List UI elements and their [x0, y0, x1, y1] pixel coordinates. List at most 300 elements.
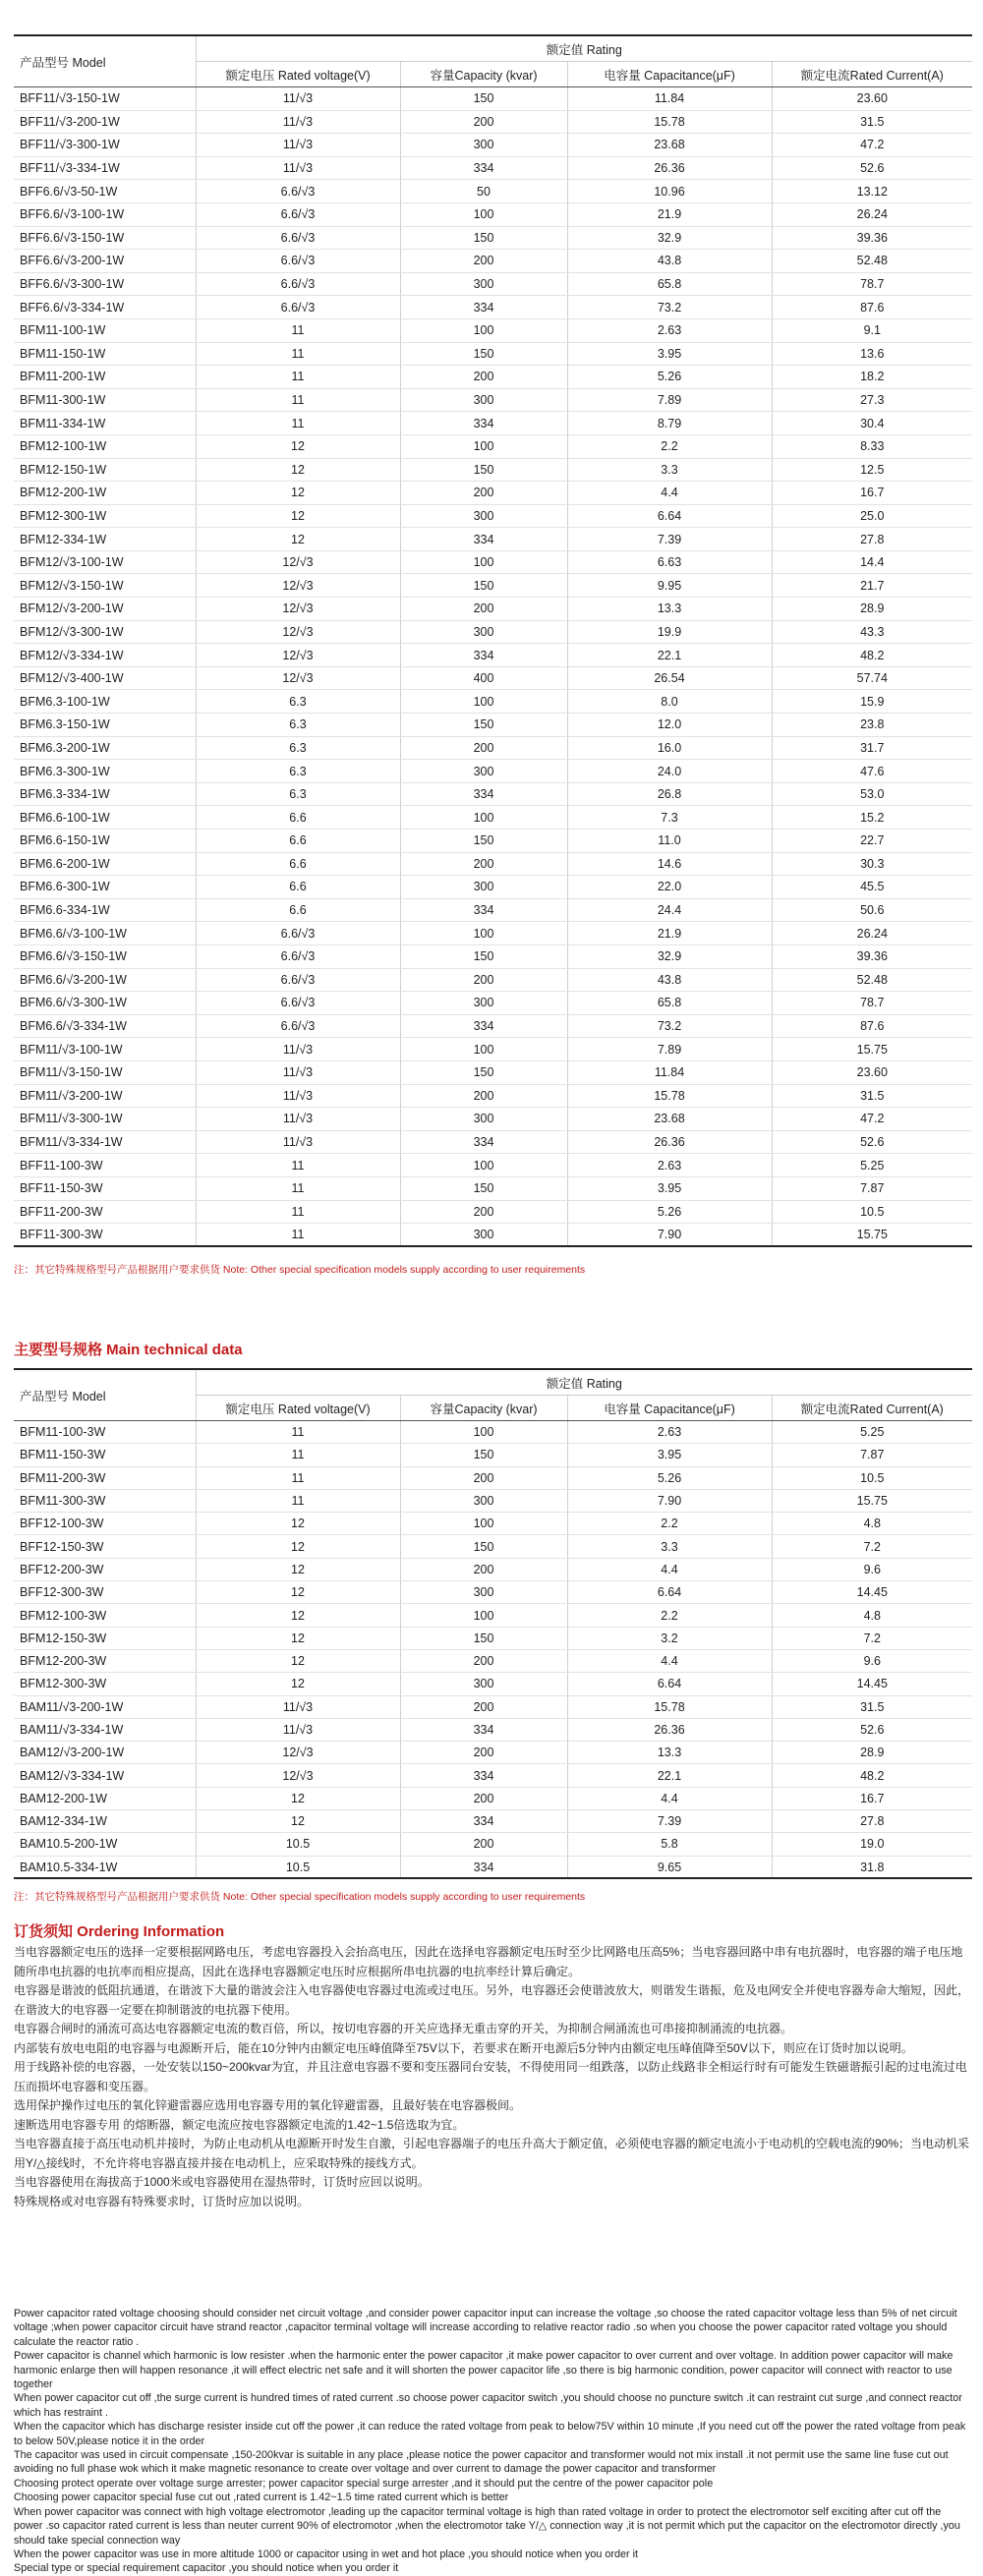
current-cell: 27.3: [772, 388, 972, 412]
voltage-cell: 12: [196, 528, 400, 551]
capacitance-cell: 15.78: [567, 110, 772, 134]
voltage-cell: 12/√3: [196, 574, 400, 598]
capacitance-cell: 10.96: [567, 180, 772, 203]
model-cell: BFM12/√3-150-1W: [14, 574, 196, 598]
capacity-cell: 100: [400, 434, 567, 458]
table-row: [14, 1176, 972, 1200]
table-row: [14, 1014, 972, 1038]
table-row: [14, 1421, 972, 1444]
capacity-cell: 334: [400, 1856, 567, 1878]
voltage-cell: 6.6/√3: [196, 1014, 400, 1038]
capacity-cell: 150: [400, 226, 567, 250]
current-cell: 21.7: [772, 574, 972, 598]
main-technical-data-title: 主要型号规格 Main technical data: [14, 1342, 243, 1358]
current-cell: 28.9: [772, 1742, 972, 1764]
capacity-cell: 200: [400, 1833, 567, 1856]
capacitance-cell: 26.8: [567, 782, 772, 806]
capacitance-cell: 11.84: [567, 1060, 772, 1084]
voltage-cell: 10.5: [196, 1856, 400, 1878]
capacitance-cell: 2.2: [567, 1604, 772, 1627]
capacity-cell: 200: [400, 1742, 567, 1764]
voltage-cell: 11: [196, 1489, 400, 1512]
capacity-cell: 334: [400, 1718, 567, 1741]
capacity-cell: 100: [400, 550, 567, 574]
voltage-cell: 11: [196, 366, 400, 389]
capacitance-header: 电容量 Capacitance(μF): [567, 1396, 772, 1421]
capacitance-cell: 23.68: [567, 1108, 772, 1131]
table-row: [14, 412, 972, 435]
capacity-cell: 100: [400, 1421, 567, 1444]
table-row: [14, 1466, 972, 1489]
capacitance-cell: 12.0: [567, 714, 772, 737]
voltage-cell: 11/√3: [196, 1130, 400, 1154]
ordering-paragraph: 用于线路补偿的电容器，一处安装以150~200kvar为宜，并且注意电容器不要和变压器同台安装，不得使用同一组跌落，以防止线路非全相运行时有可能发生铁磁谐振引起的过电流过电压而损坏电容器和变压器。: [14, 2060, 967, 2093]
current-cell: 52.6: [772, 1130, 972, 1154]
voltage-cell: 11: [196, 1224, 400, 1247]
current-cell: 26.24: [772, 202, 972, 226]
model-cell: BFM12/√3-334-1W: [14, 644, 196, 667]
capacitance-cell: 7.89: [567, 1038, 772, 1061]
capacity-cell: 334: [400, 898, 567, 922]
ordering-paragraph: 当电容器直接于高压电动机并接时，为防止电动机从电源断开时发生自激，引起电容器端子的电压升高大于额定值，必须使电容器的额定电流小于电动机的空载电流的90%；当电动机采用Y/△接线时，不允许将电容器直接并接在电动机上，应采取特殊的接线方式。: [14, 2137, 970, 2170]
capacitance-cell: 5.26: [567, 1200, 772, 1224]
current-cell: 19.0: [772, 1833, 972, 1856]
voltage-cell: 11: [196, 412, 400, 435]
table-row: [14, 1084, 972, 1108]
table-row: [14, 1833, 972, 1856]
capacity-cell: 150: [400, 945, 567, 968]
table-row: [14, 1649, 972, 1672]
ordering-info-english: [14, 2307, 972, 2576]
capacity-cell: 300: [400, 272, 567, 296]
capacity-cell: 150: [400, 342, 567, 366]
capacitance-cell: 19.9: [567, 620, 772, 644]
voltage-cell: 11/√3: [196, 1084, 400, 1108]
current-cell: 31.5: [772, 1695, 972, 1718]
model-cell: BFF6.6/√3-334-1W: [14, 296, 196, 319]
capacity-cell: 100: [400, 690, 567, 714]
voltage-cell: 12: [196, 1810, 400, 1833]
capacitance-cell: 8.79: [567, 412, 772, 435]
table-row: [14, 134, 972, 157]
voltage-cell: 12: [196, 1673, 400, 1695]
model-cell: BFF11-150-3W: [14, 1176, 196, 1200]
voltage-cell: 6.6: [196, 806, 400, 830]
ordering-paragraph: Power capacitor is channel which harmonic is low resister .when the harmonic enter the power capacitor ,it make power capacitor to over current and over voltage. In addition power capacitor will make harmonic enlarge then will happen resonance ,it will effect electric net safe and it will shorten the power capacitor life ,so there is big harmonic condition, power capacitor will connect with reactor to use together: [14, 2350, 954, 2391]
ordering-paragraph: When the power capacitor was use in more altitude 1000 or capacitor using in wet and hot place ,you should notice when you order it: [14, 2547, 638, 2560]
capacitance-header: 电容量 Capacitance(μF): [567, 62, 772, 87]
voltage-cell: 12: [196, 482, 400, 505]
model-cell: BFF6.6/√3-300-1W: [14, 272, 196, 296]
model-header: 产品型号 Model: [14, 35, 196, 87]
current-cell: 15.9: [772, 690, 972, 714]
capacitance-cell: 9.95: [567, 574, 772, 598]
table-row: [14, 1856, 972, 1878]
capacity-cell: 200: [400, 1787, 567, 1809]
capacity-cell: 400: [400, 666, 567, 690]
voltage-cell: 11: [196, 388, 400, 412]
capacity-cell: 200: [400, 1084, 567, 1108]
voltage-cell: 6.6/√3: [196, 226, 400, 250]
current-cell: 48.2: [772, 1764, 972, 1787]
voltage-cell: 12/√3: [196, 598, 400, 621]
capacitance-cell: 7.3: [567, 806, 772, 830]
capacitance-cell: 7.90: [567, 1224, 772, 1247]
model-cell: BAM11/√3-200-1W: [14, 1695, 196, 1718]
voltage-cell: 12: [196, 1604, 400, 1627]
current-header: 额定电流Rated Current(A): [772, 62, 972, 87]
voltage-cell: 11/√3: [196, 1038, 400, 1061]
voltage-cell: 11/√3: [196, 1695, 400, 1718]
capacitance-cell: 21.9: [567, 202, 772, 226]
capacity-cell: 334: [400, 412, 567, 435]
voltage-cell: 12/√3: [196, 620, 400, 644]
voltage-cell: 12/√3: [196, 644, 400, 667]
ordering-paragraph: The capacitor was used in circuit compensate ,150-200kvar is suitable in any place ,please notice the power capacitor and transformer would not mix install .it not permit use the same line fuse cut out avoiding no full phase wok which it make magnetic resonance to create over voltage and over current to damage the power capacitor and transformer: [14, 2449, 949, 2476]
model-cell: BFM12-150-1W: [14, 458, 196, 482]
model-cell: BFF11/√3-200-1W: [14, 110, 196, 134]
spec-table-1: [14, 34, 972, 1247]
capacitance-cell: 24.4: [567, 898, 772, 922]
voltage-cell: 11: [196, 342, 400, 366]
capacity-cell: 200: [400, 1695, 567, 1718]
voltage-cell: 6.6/√3: [196, 945, 400, 968]
capacitance-cell: 11.84: [567, 87, 772, 111]
voltage-cell: 6.6/√3: [196, 968, 400, 992]
table-row: [14, 714, 972, 737]
model-cell: BFM6.6/√3-150-1W: [14, 945, 196, 968]
current-cell: 8.33: [772, 434, 972, 458]
model-cell: BFM12-100-1W: [14, 434, 196, 458]
table-row: [14, 690, 972, 714]
capacity-cell: 150: [400, 1627, 567, 1649]
current-cell: 87.6: [772, 1014, 972, 1038]
capacity-cell: 150: [400, 1444, 567, 1466]
current-cell: 50.6: [772, 898, 972, 922]
current-cell: 15.75: [772, 1489, 972, 1512]
capacitance-cell: 3.95: [567, 342, 772, 366]
capacitance-cell: 43.8: [567, 968, 772, 992]
capacity-cell: 150: [400, 830, 567, 853]
model-cell: BFF6.6/√3-50-1W: [14, 180, 196, 203]
capacity-cell: 200: [400, 1200, 567, 1224]
current-cell: 53.0: [772, 782, 972, 806]
capacity-cell: 150: [400, 458, 567, 482]
table-row: [14, 968, 972, 992]
model-cell: BFM11/√3-100-1W: [14, 1038, 196, 1061]
voltage-cell: 6.6/√3: [196, 922, 400, 945]
capacitance-cell: 8.0: [567, 690, 772, 714]
table-row: [14, 1604, 972, 1627]
model-cell: BFM6.6/√3-100-1W: [14, 922, 196, 945]
capacitance-cell: 3.2: [567, 1627, 772, 1649]
current-cell: 13.6: [772, 342, 972, 366]
model-cell: BFM12-200-3W: [14, 1649, 196, 1672]
voltage-cell: 11/√3: [196, 110, 400, 134]
capacity-cell: 334: [400, 528, 567, 551]
capacitance-cell: 22.0: [567, 876, 772, 899]
model-cell: BFM6.6/√3-334-1W: [14, 1014, 196, 1038]
capacity-cell: 334: [400, 1014, 567, 1038]
capacity-cell: 300: [400, 388, 567, 412]
capacitance-cell: 3.95: [567, 1444, 772, 1466]
capacity-cell: 300: [400, 876, 567, 899]
capacity-cell: 334: [400, 644, 567, 667]
model-header: 产品型号 Model: [14, 1369, 196, 1421]
current-cell: 26.24: [772, 922, 972, 945]
capacity-cell: 150: [400, 714, 567, 737]
ordering-paragraph: 特殊规格或对电容器有特殊要求时，订货时应加以说明。: [14, 2194, 310, 2208]
capacitance-cell: 43.8: [567, 250, 772, 273]
voltage-cell: 11/√3: [196, 1108, 400, 1131]
capacity-header: 容量Capacity (kvar): [400, 1396, 567, 1421]
table-row: [14, 318, 972, 342]
capacitance-cell: 7.90: [567, 1489, 772, 1512]
model-cell: BFM6.3-200-1W: [14, 736, 196, 760]
table-row: [14, 1718, 972, 1741]
current-cell: 23.60: [772, 1060, 972, 1084]
current-cell: 28.9: [772, 598, 972, 621]
model-cell: BFF12-200-3W: [14, 1558, 196, 1580]
current-cell: 47.2: [772, 1108, 972, 1131]
capacitance-cell: 2.2: [567, 1513, 772, 1535]
model-cell: BFF6.6/√3-150-1W: [14, 226, 196, 250]
table-row: [14, 366, 972, 389]
table-row: [14, 1764, 972, 1787]
model-cell: BFF11-100-3W: [14, 1154, 196, 1177]
model-cell: BFF11/√3-334-1W: [14, 156, 196, 180]
capacitance-cell: 6.64: [567, 504, 772, 528]
capacity-cell: 150: [400, 87, 567, 111]
voltage-cell: 12: [196, 1787, 400, 1809]
table-row: [14, 1627, 972, 1649]
table-header-row: [14, 1369, 972, 1396]
voltage-cell: 6.3: [196, 736, 400, 760]
table-row: [14, 644, 972, 667]
capacity-cell: 200: [400, 968, 567, 992]
table-row: [14, 110, 972, 134]
current-cell: 16.7: [772, 482, 972, 505]
current-cell: 15.75: [772, 1038, 972, 1061]
ordering-paragraph: When the capacitor which has discharge resister inside cut off the power ,it can reduce the rated voltage from peak to below75V within 10 minute ,If you need cut off the power the rated voltage from peak to below 50V,please notice it in the order: [14, 2421, 966, 2447]
table-row: [14, 1673, 972, 1695]
capacity-cell: 334: [400, 1764, 567, 1787]
capacitance-cell: 9.65: [567, 1856, 772, 1878]
capacitance-cell: 26.36: [567, 1718, 772, 1741]
current-cell: 14.4: [772, 550, 972, 574]
table-row: [14, 250, 972, 273]
capacitance-cell: 3.95: [567, 1176, 772, 1200]
current-cell: 43.3: [772, 620, 972, 644]
table-row: [14, 782, 972, 806]
table-row: [14, 482, 972, 505]
capacity-cell: 200: [400, 598, 567, 621]
current-cell: 31.7: [772, 736, 972, 760]
capacity-cell: 200: [400, 366, 567, 389]
capacitance-cell: 4.4: [567, 1558, 772, 1580]
spec-table-2: [14, 1368, 972, 1879]
current-cell: 23.60: [772, 87, 972, 111]
model-cell: BFM12/√3-200-1W: [14, 598, 196, 621]
voltage-cell: 12: [196, 1513, 400, 1535]
capacity-cell: 100: [400, 202, 567, 226]
capacity-cell: 100: [400, 318, 567, 342]
voltage-cell: 11/√3: [196, 156, 400, 180]
current-cell: 18.2: [772, 366, 972, 389]
voltage-cell: 12: [196, 1627, 400, 1649]
current-cell: 9.6: [772, 1649, 972, 1672]
voltage-cell: 6.6/√3: [196, 202, 400, 226]
capacitance-cell: 7.39: [567, 528, 772, 551]
voltage-cell: 12: [196, 434, 400, 458]
model-cell: BFM11/√3-150-1W: [14, 1060, 196, 1084]
ordering-paragraph: 电容器是谐波的低阻抗通道，在谐波下大量的谐波会注入电容器使电容器过电流或过电压。另外，电容器还会使谐波放大，则谐发生谐振，危及电网安全并使电容器寿命大缩短，因此，在谐波大的电容器一定要在抑制谐波的电抗器下使用。: [14, 1983, 970, 2017]
table-row: [14, 388, 972, 412]
capacitance-cell: 6.64: [567, 1673, 772, 1695]
voltage-cell: 12/√3: [196, 666, 400, 690]
current-cell: 23.8: [772, 714, 972, 737]
capacity-cell: 300: [400, 1581, 567, 1604]
current-cell: 13.12: [772, 180, 972, 203]
model-cell: BFM6.3-100-1W: [14, 690, 196, 714]
current-cell: 16.7: [772, 1787, 972, 1809]
voltage-cell: 11: [196, 1176, 400, 1200]
model-cell: BFM11-150-3W: [14, 1444, 196, 1466]
voltage-cell: 6.6: [196, 876, 400, 899]
capacitance-cell: 15.78: [567, 1695, 772, 1718]
ordering-paragraph: Choosing protect operate over voltage surge arrester; power capacitor special surge arrester ,and it should put the centre of the power capacitor pole: [14, 2477, 714, 2490]
table-row: [14, 898, 972, 922]
table-body: [14, 1421, 972, 1879]
ordering-paragraph: Choosing power capacitor special fuse cut out ,rated current is 1.42~1.5 time rated current which is better: [14, 2491, 509, 2504]
model-cell: BFF6.6/√3-100-1W: [14, 202, 196, 226]
table-row: [14, 922, 972, 945]
table-row: [14, 574, 972, 598]
voltage-cell: 6.3: [196, 782, 400, 806]
voltage-cell: 12: [196, 1535, 400, 1558]
current-cell: 31.5: [772, 1084, 972, 1108]
capacity-cell: 300: [400, 620, 567, 644]
table-row: [14, 1200, 972, 1224]
capacity-cell: 100: [400, 922, 567, 945]
capacity-cell: 300: [400, 992, 567, 1015]
capacitance-cell: 26.54: [567, 666, 772, 690]
voltage-cell: 11/√3: [196, 1060, 400, 1084]
table-row: [14, 666, 972, 690]
model-cell: BFM12-150-3W: [14, 1627, 196, 1649]
current-cell: 27.8: [772, 528, 972, 551]
ordering-info-chinese: [14, 1943, 972, 2211]
table-row: [14, 852, 972, 876]
ordering-paragraph: 电容器合闸时的涌流可高达电容器额定电流的数百倍，所以，按切电容器的开关应选择无重击穿的开关，为抑制合闸涌流也可串接抑制涌流的电抗器。: [14, 2022, 793, 2035]
table-row: [14, 830, 972, 853]
current-cell: 45.5: [772, 876, 972, 899]
table-row: [14, 1038, 972, 1061]
capacitance-cell: 4.4: [567, 482, 772, 505]
voltage-cell: 6.6/√3: [196, 180, 400, 203]
voltage-cell: 11/√3: [196, 134, 400, 157]
ordering-paragraph: Special type or special requirement capacitor ,you should notice when you order it: [14, 2562, 399, 2575]
model-cell: BFM6.3-300-1W: [14, 760, 196, 783]
capacitance-cell: 2.63: [567, 318, 772, 342]
voltage-cell: 12: [196, 1649, 400, 1672]
table-row: [14, 1444, 972, 1466]
current-cell: 31.8: [772, 1856, 972, 1878]
table-row: [14, 1695, 972, 1718]
voltage-cell: 6.6/√3: [196, 272, 400, 296]
model-cell: BFF11/√3-300-1W: [14, 134, 196, 157]
capacitance-cell: 2.2: [567, 434, 772, 458]
capacitance-cell: 32.9: [567, 226, 772, 250]
capacitance-cell: 22.1: [567, 1764, 772, 1787]
ordering-paragraph: 速断选用电容器专用 的熔断器，额定电流应按电容器额定电流的1.42~1.5倍选取为宜。: [14, 2117, 465, 2132]
current-cell: 4.8: [772, 1604, 972, 1627]
current-cell: 5.25: [772, 1154, 972, 1177]
capacity-cell: 200: [400, 110, 567, 134]
capacitance-cell: 26.36: [567, 156, 772, 180]
table-row: [14, 806, 972, 830]
capacity-cell: 150: [400, 574, 567, 598]
model-cell: BFM12-100-3W: [14, 1604, 196, 1627]
capacity-cell: 334: [400, 156, 567, 180]
capacitance-cell: 3.3: [567, 458, 772, 482]
model-cell: BFM11-334-1W: [14, 412, 196, 435]
table-row: [14, 945, 972, 968]
table-row: [14, 550, 972, 574]
model-cell: BFM12/√3-100-1W: [14, 550, 196, 574]
current-cell: 14.45: [772, 1581, 972, 1604]
model-cell: BAM11/√3-334-1W: [14, 1718, 196, 1741]
voltage-cell: 12/√3: [196, 550, 400, 574]
table-row: [14, 458, 972, 482]
model-cell: BFM6.6-150-1W: [14, 830, 196, 853]
current-cell: 15.2: [772, 806, 972, 830]
table-row: [14, 1130, 972, 1154]
voltage-cell: 6.3: [196, 690, 400, 714]
voltage-cell: 6.6/√3: [196, 250, 400, 273]
capacitance-cell: 5.8: [567, 1833, 772, 1856]
capacity-cell: 334: [400, 1810, 567, 1833]
capacitance-cell: 73.2: [567, 296, 772, 319]
capacity-cell: 200: [400, 1466, 567, 1489]
capacitance-cell: 22.1: [567, 644, 772, 667]
voltage-cell: 10.5: [196, 1833, 400, 1856]
current-cell: 87.6: [772, 296, 972, 319]
capacity-cell: 300: [400, 134, 567, 157]
ordering-paragraph: 内部装有放电电阻的电容器与电源断开后，能在10分钟内由额定电压峰值降至75V以下，若要求在断开电源后5分钟内由额定电压峰值降至50V以下，则应在订货时加以说明。: [14, 2040, 913, 2055]
model-cell: BFM11/√3-300-1W: [14, 1108, 196, 1131]
table-row: [14, 1742, 972, 1764]
voltage-cell: 11: [196, 1444, 400, 1466]
rating-group-header: 额定值 Rating: [196, 35, 972, 62]
current-cell: 9.1: [772, 318, 972, 342]
capacity-cell: 150: [400, 1176, 567, 1200]
model-cell: BFM12-300-1W: [14, 504, 196, 528]
voltage-cell: 6.6: [196, 830, 400, 853]
capacity-cell: 100: [400, 1038, 567, 1061]
capacitance-cell: 24.0: [567, 760, 772, 783]
model-cell: BFM12/√3-300-1W: [14, 620, 196, 644]
current-cell: 27.8: [772, 1810, 972, 1833]
capacitance-cell: 6.64: [567, 1581, 772, 1604]
model-cell: BFF12-100-3W: [14, 1513, 196, 1535]
model-cell: BFM11-200-1W: [14, 366, 196, 389]
ordering-paragraph: 当电容器使用在海拔高于1000米或电容器使用在湿热带时，订货时应回以说明。: [14, 2175, 430, 2189]
capacitance-cell: 3.3: [567, 1535, 772, 1558]
model-cell: BAM10.5-200-1W: [14, 1833, 196, 1856]
table-row: [14, 434, 972, 458]
voltage-cell: 6.3: [196, 714, 400, 737]
